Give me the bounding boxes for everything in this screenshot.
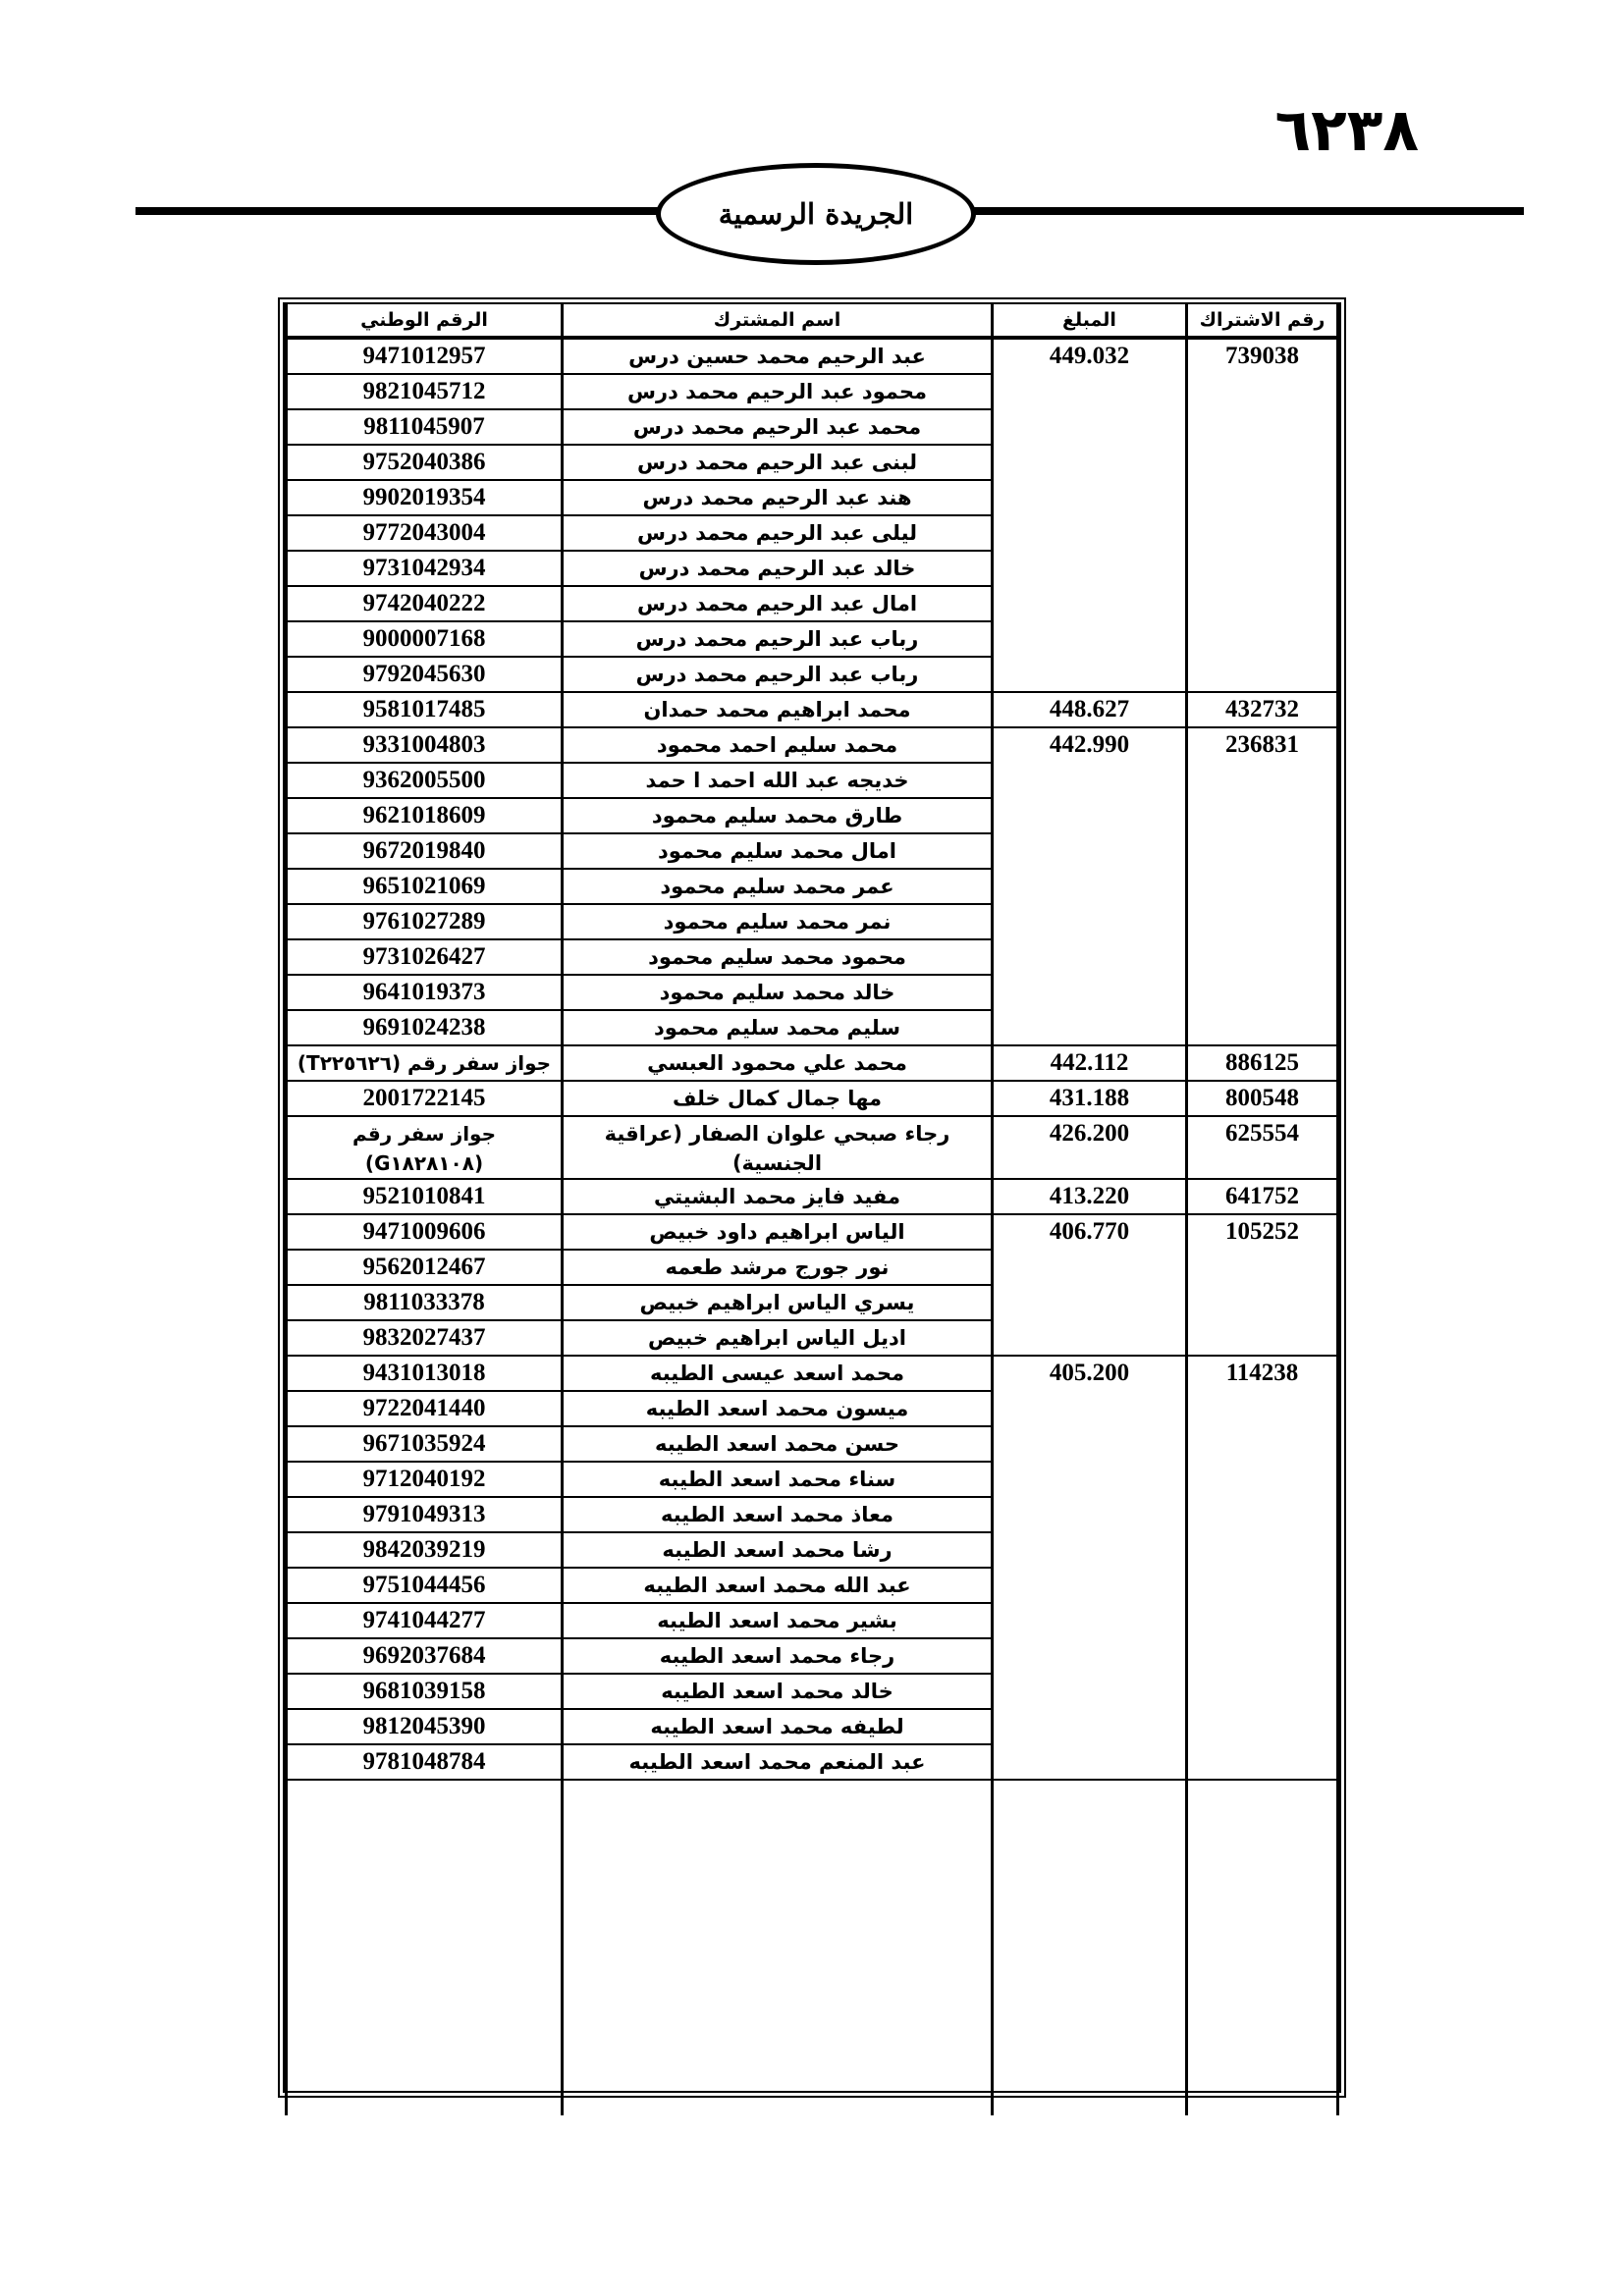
table-row — [287, 692, 1338, 727]
national-id: 9731026427 — [287, 939, 563, 975]
national-id: 9791049313 — [287, 1497, 563, 1532]
table-row — [287, 1356, 1338, 1391]
subscription-number: 641752 — [1187, 1179, 1338, 1214]
subscriber-name: سليم محمد سليم محمود — [563, 1010, 993, 1045]
subscribers-table — [285, 304, 1339, 2115]
subscription-number: 105252 — [1187, 1214, 1338, 1356]
national-id: 9821045712 — [287, 374, 563, 409]
amount: 413.220 — [993, 1179, 1187, 1214]
amount: 449.032 — [993, 338, 1187, 692]
empty-cell — [563, 1780, 993, 2115]
subscription-number: 432732 — [1187, 692, 1338, 727]
amount: 442.990 — [993, 727, 1187, 1045]
subscriber-name: الياس ابراهيم داود خبيص — [563, 1214, 993, 1250]
subscriber-name: محمد اسعد عيسى الطيبه — [563, 1356, 993, 1391]
national-id: 9752040386 — [287, 445, 563, 480]
amount: 431.188 — [993, 1081, 1187, 1116]
national-id: 9722041440 — [287, 1391, 563, 1426]
national-id: 9742040222 — [287, 586, 563, 621]
national-id: 9691024238 — [287, 1010, 563, 1045]
header-national-id: الرقم الوطني — [287, 304, 563, 338]
national-id: 9811045907 — [287, 409, 563, 445]
empty-cell — [1187, 1780, 1338, 2115]
national-id: 2001722145 — [287, 1081, 563, 1116]
national-id: 9692037684 — [287, 1638, 563, 1674]
subscriber-name: نمر محمد سليم محمود — [563, 904, 993, 939]
national-id: 9331004803 — [287, 727, 563, 763]
national-id: 9781048784 — [287, 1744, 563, 1780]
national-id: 9832027437 — [287, 1320, 563, 1356]
subscriber-name: خالد محمد اسعد الطيبه — [563, 1674, 993, 1709]
subscriber-name: محمد سليم احمد محمود — [563, 727, 993, 763]
subscriber-name: معاذ محمد اسعد الطيبه — [563, 1497, 993, 1532]
publication-title-oval — [656, 163, 976, 265]
national-id: 9581017485 — [287, 692, 563, 727]
table-row — [287, 1045, 1338, 1081]
national-id: 9741044277 — [287, 1603, 563, 1638]
amount: 426.200 — [993, 1116, 1187, 1179]
subscriber-name: خالد عبد الرحيم محمد درس — [563, 551, 993, 586]
subscriber-name: عمر محمد سليم محمود — [563, 869, 993, 904]
subscriber-name: حسن محمد اسعد الطيبه — [563, 1426, 993, 1462]
national-id: 9712040192 — [287, 1462, 563, 1497]
subscriber-name: محمد عبد الرحيم محمد درس — [563, 409, 993, 445]
subscriber-name: محمد علي محمود العبسي — [563, 1045, 993, 1081]
national-id: 9562012467 — [287, 1250, 563, 1285]
table-row — [287, 1116, 1338, 1179]
subscriber-name: محمود عبد الرحيم محمد درس — [563, 374, 993, 409]
subscriber-name: مفيد فايز محمد البشيتي — [563, 1179, 993, 1214]
subscriber-name: عبد الرحيم محمد حسين درس — [563, 338, 993, 374]
subscriber-name: مها جمال كمال خلف — [563, 1081, 993, 1116]
national-id: 9681039158 — [287, 1674, 563, 1709]
national-id: 9761027289 — [287, 904, 563, 939]
national-id: 9471012957 — [287, 338, 563, 374]
national-id: 9621018609 — [287, 798, 563, 833]
national-id: 9792045630 — [287, 657, 563, 692]
page-number: ٦٢٣٨ — [1274, 96, 1419, 165]
national-id: 9672019840 — [287, 833, 563, 869]
subscription-number: 739038 — [1187, 338, 1338, 692]
national-id: 9811033378 — [287, 1285, 563, 1320]
subscription-number: 886125 — [1187, 1045, 1338, 1081]
amount: 442.112 — [993, 1045, 1187, 1081]
header-amount: المبلغ — [993, 304, 1187, 338]
national-id: جواز سفر رقم (T٢٢٥٦٢٦) — [287, 1045, 563, 1081]
national-id: 9362005500 — [287, 763, 563, 798]
subscriber-name: محمود محمد سليم محمود — [563, 939, 993, 975]
national-id: 9731042934 — [287, 551, 563, 586]
subscriber-name: عبد الله محمد اسعد الطيبه — [563, 1568, 993, 1603]
national-id: 9772043004 — [287, 515, 563, 551]
subscriber-name: خالد محمد سليم محمود — [563, 975, 993, 1010]
amount: 448.627 — [993, 692, 1187, 727]
national-id: 9431013018 — [287, 1356, 563, 1391]
empty-cell — [993, 1780, 1187, 2115]
subscriber-name: ليلى عبد الرحيم محمد درس — [563, 515, 993, 551]
amount: 405.200 — [993, 1356, 1187, 1780]
table-filler-row — [287, 1780, 1338, 2115]
subscriber-name: ميسون محمد اسعد الطيبه — [563, 1391, 993, 1426]
subscriber-name: يسري الياس ابراهيم خبيص — [563, 1285, 993, 1320]
subscriber-name: رباب عبد الرحيم محمد درس — [563, 657, 993, 692]
table-row — [287, 1214, 1338, 1250]
header-name: اسم المشترك — [563, 304, 993, 338]
subscribers-table-frame — [278, 297, 1346, 2098]
table-header-row — [287, 304, 1338, 338]
empty-cell — [287, 1780, 563, 2115]
subscriber-name: سناء محمد اسعد الطيبه — [563, 1462, 993, 1497]
subscriber-name: طارق محمد سليم محمود — [563, 798, 993, 833]
amount: 406.770 — [993, 1214, 1187, 1356]
subscriber-name: رجاء صبحي علوان الصفار (عراقية الجنسية) — [563, 1116, 993, 1179]
subscriber-name: امال عبد الرحيم محمد درس — [563, 586, 993, 621]
national-id: جواز سفر رقم (G١٨٢٨١٠٨) — [287, 1116, 563, 1179]
subscription-number: 114238 — [1187, 1356, 1338, 1780]
subscription-number: 236831 — [1187, 727, 1338, 1045]
table-row — [287, 727, 1338, 763]
table-row — [287, 1081, 1338, 1116]
national-id: 9641019373 — [287, 975, 563, 1010]
subscriber-name: لطيفه محمد اسعد الطيبه — [563, 1709, 993, 1744]
publication-title: الجريدة الرسمية — [718, 197, 914, 231]
national-id: 9902019354 — [287, 480, 563, 515]
subscription-number: 800548 — [1187, 1081, 1338, 1116]
subscriber-name: بشير محمد اسعد الطيبه — [563, 1603, 993, 1638]
national-id: 9471009606 — [287, 1214, 563, 1250]
header-subscription: رقم الاشتراك — [1187, 304, 1338, 338]
subscriber-name: هند عبد الرحيم محمد درس — [563, 480, 993, 515]
subscriber-name: عبد المنعم محمد اسعد الطيبه — [563, 1744, 993, 1780]
national-id: 9751044456 — [287, 1568, 563, 1603]
national-id: 9812045390 — [287, 1709, 563, 1744]
subscriber-name: رشا محمد اسعد الطيبه — [563, 1532, 993, 1568]
national-id: 9000007168 — [287, 621, 563, 657]
subscriber-name: خديجه عبد الله احمد ا حمد — [563, 763, 993, 798]
national-id: 9842039219 — [287, 1532, 563, 1568]
national-id: 9651021069 — [287, 869, 563, 904]
subscriber-name: محمد ابراهيم محمد حمدان — [563, 692, 993, 727]
national-id: 9671035924 — [287, 1426, 563, 1462]
subscriber-name: لبنى عبد الرحيم محمد درس — [563, 445, 993, 480]
subscriber-name: رباب عبد الرحيم محمد درس — [563, 621, 993, 657]
subscriber-name: امال محمد سليم محمود — [563, 833, 993, 869]
subscriber-name: اديل الياس ابراهيم خبيص — [563, 1320, 993, 1356]
subscriber-name: نور جورج مرشد طعمه — [563, 1250, 993, 1285]
subscription-number: 625554 — [1187, 1116, 1338, 1179]
table-row — [287, 338, 1338, 374]
table-body — [287, 338, 1338, 2115]
table-row — [287, 1179, 1338, 1214]
subscribers-table-inner — [283, 302, 1341, 2093]
national-id: 9521010841 — [287, 1179, 563, 1214]
subscriber-name: رجاء محمد اسعد الطيبه — [563, 1638, 993, 1674]
